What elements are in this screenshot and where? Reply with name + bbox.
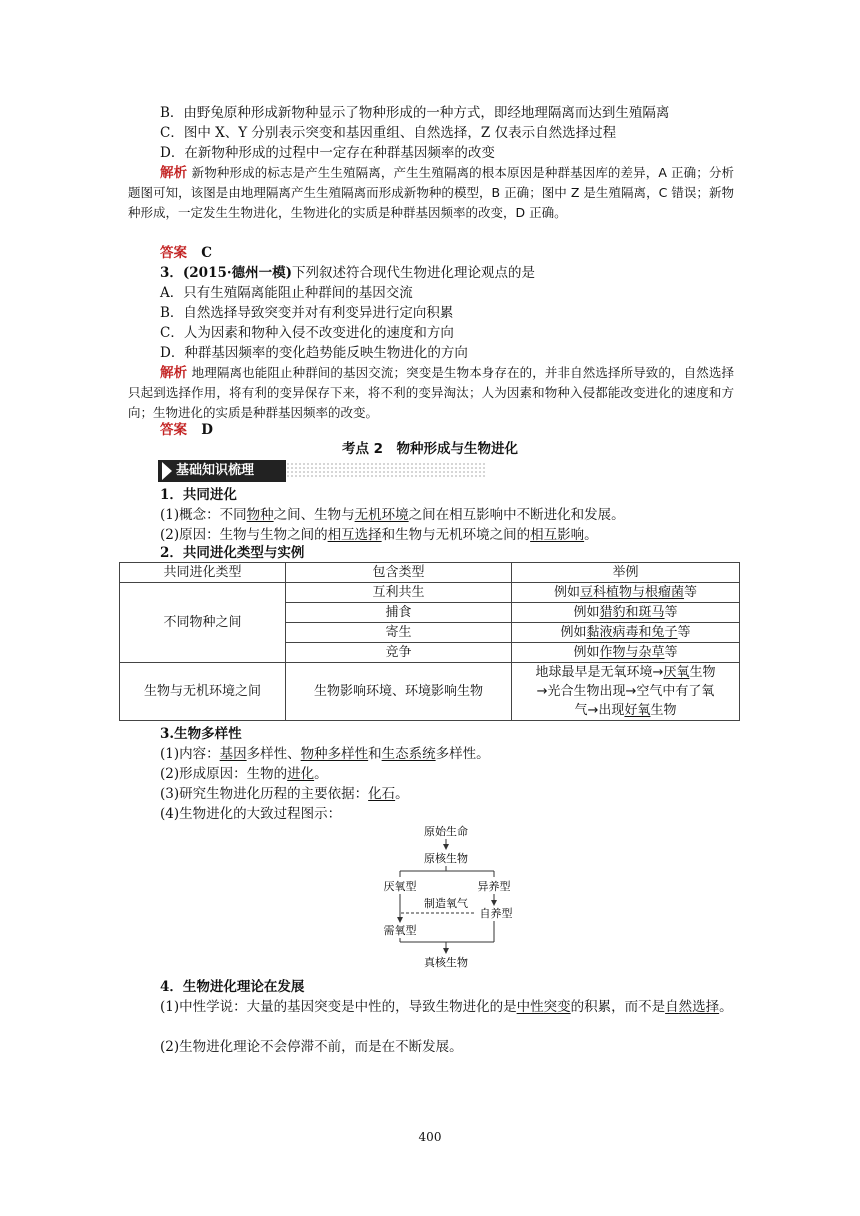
node-prokaryote: 原核生物 bbox=[424, 852, 468, 865]
s1-concept-d: 无机环境 bbox=[354, 507, 409, 523]
q2-explanation-text: 新物种形成的标志是产生生殖隔离，产生生殖隔离的根本原因是种群基因库的差异，A 正确；分析题图可知，该图是由地理隔离产生生殖隔离而形成新物种的模型，B 正确；图中 Z 是生殖隔离，C 错误；新物种形成，一定发生生物进化，生物进化的实质是种群基因频率的改变，D 正确。 bbox=[128, 165, 734, 220]
coevolution-table bbox=[119, 562, 740, 721]
q3-option-c: C．人为因素和物种入侵不改变进化的速度和方向 bbox=[160, 325, 454, 341]
example-prefix: 例如 bbox=[573, 645, 600, 660]
s4-p1-b: 中性突变 bbox=[516, 999, 571, 1015]
label-make-oxygen: 制造氧气 bbox=[424, 897, 468, 910]
node-eukaryote: 真核生物 bbox=[424, 956, 468, 969]
s3-content-d: 物种多样性 bbox=[300, 746, 369, 762]
table-type-cell: 寄生 bbox=[286, 623, 512, 643]
table-header-row bbox=[120, 563, 740, 583]
s4-p1-e: 然选择 bbox=[678, 999, 720, 1015]
s1-cause-d: 相互影响 bbox=[530, 527, 585, 543]
q2-answer-label: 答案 bbox=[160, 245, 187, 261]
s3-content-g: 多样性。 bbox=[435, 746, 490, 762]
example-key: 猎豹和斑马 bbox=[599, 605, 665, 620]
s3-content-c: 多样性、 bbox=[246, 746, 301, 762]
s1-cause-b: 相互选择 bbox=[327, 527, 382, 543]
q2-option-d: D．在新物种形成的过程中一定存在种群基因频率的改变 bbox=[160, 145, 495, 161]
table-example-cell bbox=[512, 623, 740, 643]
s3-evidence-b: 化石 bbox=[368, 786, 396, 802]
banner-dots-decoration bbox=[286, 462, 486, 478]
node-aerobic: 需氧型 bbox=[383, 924, 417, 937]
s1-cause-c: 和生物与无机环境之间的 bbox=[381, 527, 531, 543]
s3-cause bbox=[160, 764, 328, 784]
knowledge-banner bbox=[158, 460, 286, 482]
s4-p1-c: 的积累，而不是 bbox=[570, 999, 666, 1015]
q3-explanation-text: 地理隔离也能阻止种群间的基因交流；突变是生物本身存在的，并非自然选择所导致的，自然选择只起到选择作用，将有利的变异保存下来，将不利的变异淘汰；人为因素和物种入侵都能改变进化的速度和方向；生物进化的实质是种群基因频率的改变。 bbox=[128, 365, 734, 420]
example-prefix: 地球最早是无氧环境→ bbox=[535, 665, 664, 680]
s3-evidence bbox=[160, 784, 409, 804]
q2-explanation bbox=[128, 163, 734, 223]
s1-concept bbox=[160, 505, 625, 525]
s3-heading: 3.生物多样性 bbox=[160, 726, 242, 742]
node-heterotroph: 异养型 bbox=[477, 880, 511, 893]
q3-source: (2015·德州一模) bbox=[182, 265, 292, 281]
s4-development: (2)生物进化理论不会停滞不前，而是在不断发展。 bbox=[160, 1039, 463, 1055]
example-prefix: 气→出现 bbox=[574, 703, 625, 718]
s1-concept-b: 物种 bbox=[246, 507, 274, 523]
table-type-cell: 生物影响环境、环境影响生物 bbox=[286, 663, 512, 721]
q3-number: 3． bbox=[160, 265, 183, 281]
example-prefix: 例如 bbox=[553, 585, 580, 600]
table-group-cell: 不同物种之间 bbox=[120, 583, 286, 663]
s3-evidence-c: 。 bbox=[395, 786, 409, 802]
s3-cause-b: 进化 bbox=[287, 766, 315, 782]
table-row bbox=[120, 583, 740, 603]
table-example-cell bbox=[512, 603, 740, 623]
example-key: 好氧 bbox=[624, 703, 651, 718]
node-anaerobic: 厌氧型 bbox=[383, 880, 417, 893]
table-group-cell: 生物与无机环境之间 bbox=[120, 663, 286, 721]
s3-evidence-a: (3)研究生物进化历程的主要依据： bbox=[160, 786, 369, 802]
s3-content-e: 和 bbox=[368, 746, 382, 762]
q3-stem bbox=[160, 263, 535, 283]
example-prefix: 例如 bbox=[560, 625, 587, 640]
s3-diagram-caption: (4)生物进化的大致过程图示： bbox=[160, 806, 342, 822]
example-line bbox=[512, 701, 739, 720]
table-header: 举例 bbox=[512, 563, 740, 583]
s1-cause bbox=[160, 525, 598, 545]
q3-explanation bbox=[128, 363, 734, 423]
example-suffix: 生物 bbox=[650, 703, 677, 718]
example-key: 作物与杂草 bbox=[599, 645, 665, 660]
page-number: 400 bbox=[418, 1130, 442, 1144]
example-suffix: 等 bbox=[677, 625, 691, 640]
q2-option-c: C．图中 X、Y 分别表示突变和基因重组、自然选择，Z 仅表示自然选择过程 bbox=[160, 125, 617, 141]
q2-answer-value: C bbox=[201, 245, 213, 261]
table-example-cell bbox=[512, 643, 740, 663]
table-header: 包含类型 bbox=[286, 563, 512, 583]
s1-concept-c: 之间、生物与 bbox=[273, 507, 355, 523]
table-example-cell bbox=[512, 583, 740, 603]
section-title: 考点 2 物种形成与生物进化 bbox=[341, 441, 519, 457]
table-row bbox=[120, 663, 740, 721]
q3-answer-value: D bbox=[201, 422, 214, 438]
s3-cause-a: (2)形成原因：生物的 bbox=[160, 766, 288, 782]
example-key: 厌氧 bbox=[663, 665, 690, 680]
example-suffix: 等 bbox=[664, 605, 678, 620]
example-line bbox=[512, 663, 739, 682]
example-suffix: 生物 bbox=[689, 665, 716, 680]
table-type-cell: 竞争 bbox=[286, 643, 512, 663]
s4-p1-a: (1)中性学说：大量的基因突变是中性的，导致生物进化的是 bbox=[160, 999, 517, 1015]
q3-explanation-label: 解析 bbox=[160, 365, 188, 381]
table-type-cell: 互利共生 bbox=[286, 583, 512, 603]
s3-content-b: 基因 bbox=[219, 746, 247, 762]
s1-heading: 1．共同进化 bbox=[160, 487, 237, 503]
node-primitive-life: 原始生命 bbox=[424, 825, 468, 838]
example-prefix: 例如 bbox=[573, 605, 600, 620]
s3-cause-c: 。 bbox=[314, 766, 328, 782]
s2-heading: 2．共同进化类型与实例 bbox=[160, 545, 305, 561]
table-header: 共同进化类型 bbox=[120, 563, 286, 583]
q3-option-a: A．只有生殖隔离能阻止种群间的基因交流 bbox=[160, 285, 413, 301]
s4-neutral-theory bbox=[128, 997, 734, 1017]
s1-concept-a: (1)概念：不同 bbox=[160, 507, 247, 523]
q3-option-d: D．种群基因频率的变化趋势能反映生物进化的方向 bbox=[160, 345, 468, 361]
chevron-right-icon bbox=[162, 462, 172, 480]
s3-content bbox=[160, 744, 490, 764]
s3-content-f: 生态系统 bbox=[381, 746, 436, 762]
example-suffix: 等 bbox=[664, 645, 678, 660]
q3-answer-label: 答案 bbox=[160, 422, 187, 438]
q3-option-b: B．自然选择导致突变并对有利变异进行定向积累 bbox=[160, 305, 454, 321]
s3-content-a: (1)内容： bbox=[160, 746, 220, 762]
s1-cause-a: (2)原因：生物与生物之间的 bbox=[160, 527, 328, 543]
q2-explanation-label: 解析 bbox=[160, 165, 188, 181]
evolution-diagram bbox=[360, 820, 520, 972]
table-example-cell bbox=[512, 663, 740, 721]
example-key: 黏液病毒和兔子 bbox=[586, 625, 678, 640]
s4-heading: 4．生物进化理论在发展 bbox=[160, 979, 305, 995]
s4-p1-d: 自 bbox=[665, 999, 679, 1015]
example-key: 豆科植物与根瘤菌 bbox=[579, 585, 684, 600]
s1-cause-e: 。 bbox=[584, 527, 598, 543]
q2-option-b: B．由野兔原种形成新物种显示了物种形成的一种方式，即经地理隔离而达到生殖隔离 bbox=[160, 105, 670, 121]
example-line: →光合生物出现→空气中有了氧 bbox=[536, 684, 715, 699]
q2-answer bbox=[160, 243, 212, 263]
banner-label: 基础知识梳理 bbox=[176, 463, 255, 478]
q3-stem-text: 下列叙述符合现代生物进化理论观点的是 bbox=[291, 265, 535, 281]
example-suffix: 等 bbox=[684, 585, 698, 600]
node-autotroph: 自养型 bbox=[479, 907, 513, 920]
s1-concept-e: 之间在相互影响中不断进化和发展。 bbox=[408, 507, 625, 523]
s4-p1-f: 。 bbox=[719, 999, 733, 1015]
table-type-cell: 捕食 bbox=[286, 603, 512, 623]
